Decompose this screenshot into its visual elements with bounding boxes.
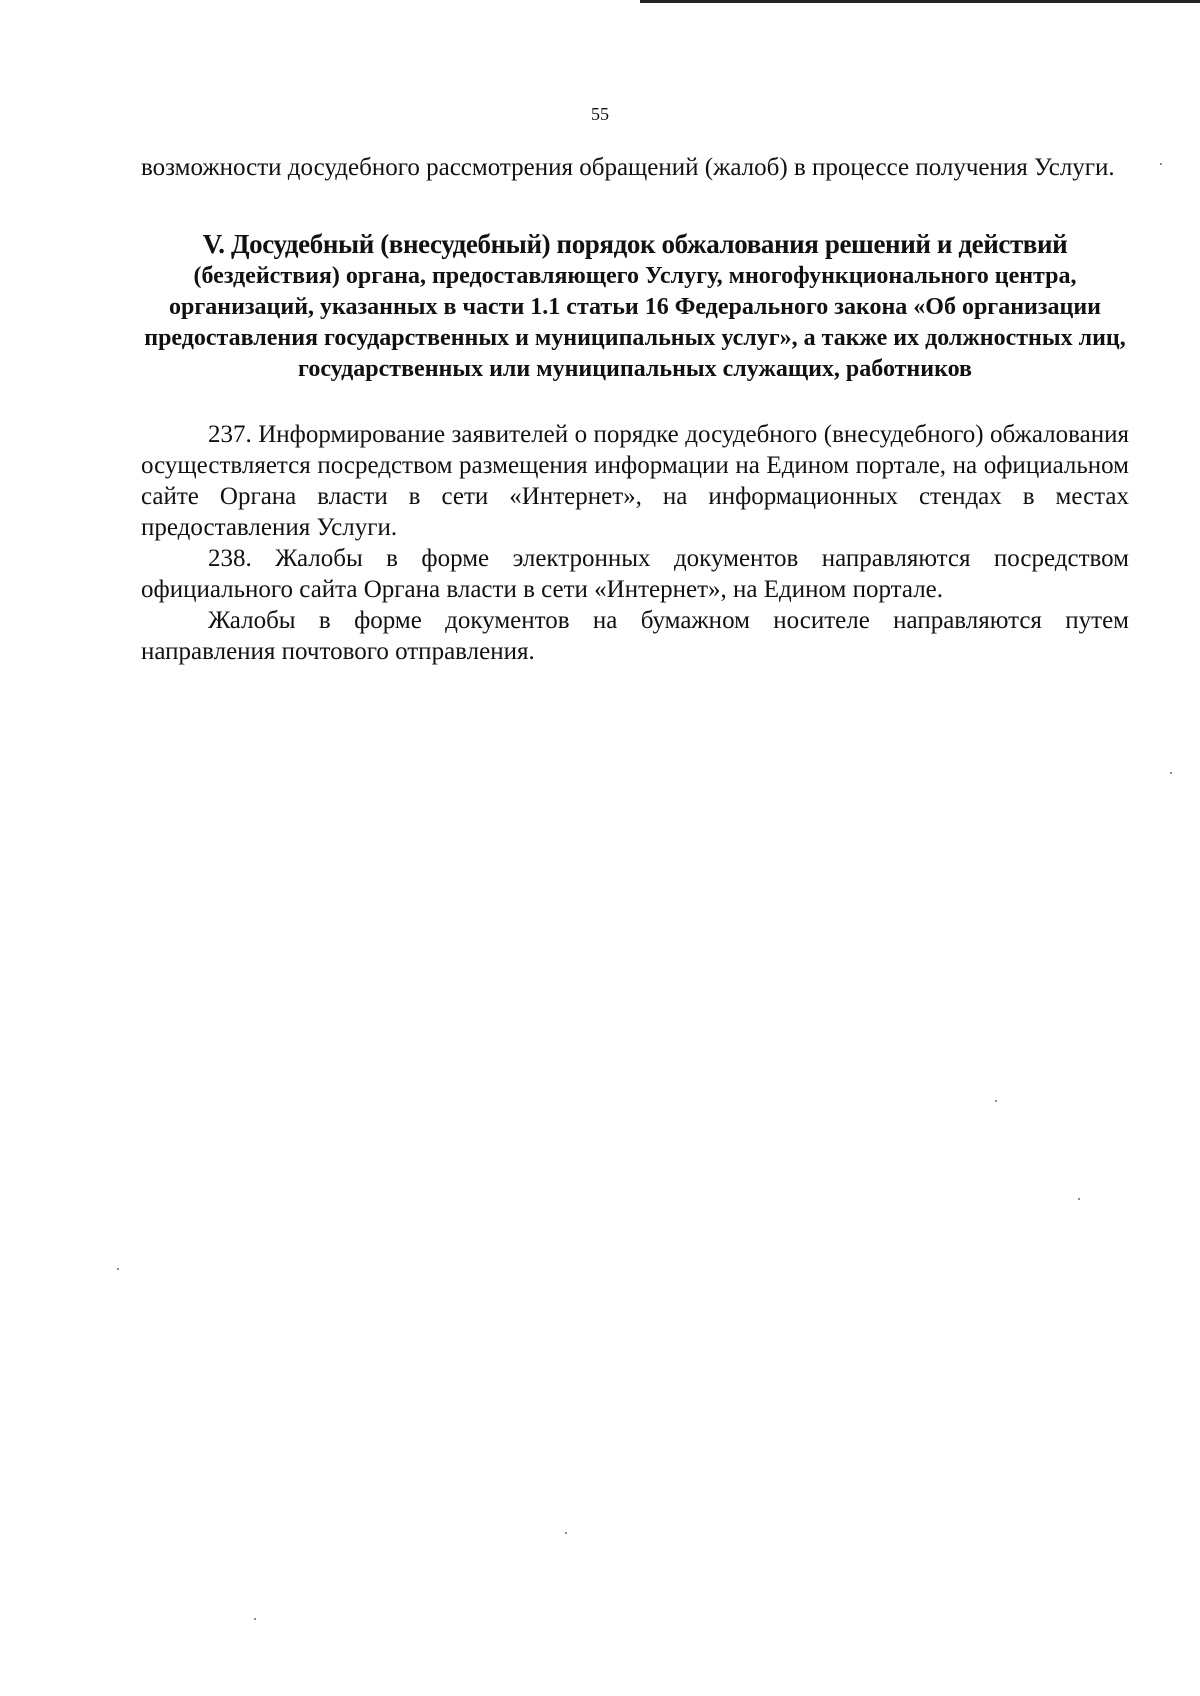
section-heading [141,227,1129,385]
section-title: V. Досудебный (внесудебный) порядок обжалования решений и действий [202,229,1068,259]
page-content [141,152,1129,667]
section-title-continuation: (бездействия) органа, предоставляющего Услугу, многофункционального центра, организаций, указанных в части 1.1 статьи 16 Федерального закона «Об организации предоставления государственных и муниципальных услуг», а также их должностных лиц, государственных или муниципальных служащих, работников [144,263,1126,382]
scan-speck [1160,163,1162,165]
scan-speck [1170,772,1172,774]
scan-speck [117,1268,119,1270]
paragraph-237: 237. Информирование заявителей о порядке досудебного (внесудебного) обжалования осуществляется посредством размещения информации на Едином портале, на официальном сайте Органа власти в сети «Интернет», на информационных стендах в местах предоставления Услуги. [141,421,1129,541]
scan-speck [1078,1198,1080,1200]
scan-speck [995,1100,997,1102]
page-number: 55 [591,104,609,124]
intro-paragraph: возможности досудебного рассмотрения обращений (жалоб) в процессе получения Услуги. [141,154,1115,181]
top-edge-line [640,0,1200,3]
scan-speck [565,1532,567,1534]
paragraph-238: 238. Жалобы в форме электронных документов направляются посредством официального сайта Органа власти в сети «Интернет», на Едином портале. [141,545,1129,603]
scan-speck [254,1618,256,1620]
paragraph-paper-complaints: Жалобы в форме документов на бумажном носителе направляются путем направления почтового отправления. [141,607,1129,665]
